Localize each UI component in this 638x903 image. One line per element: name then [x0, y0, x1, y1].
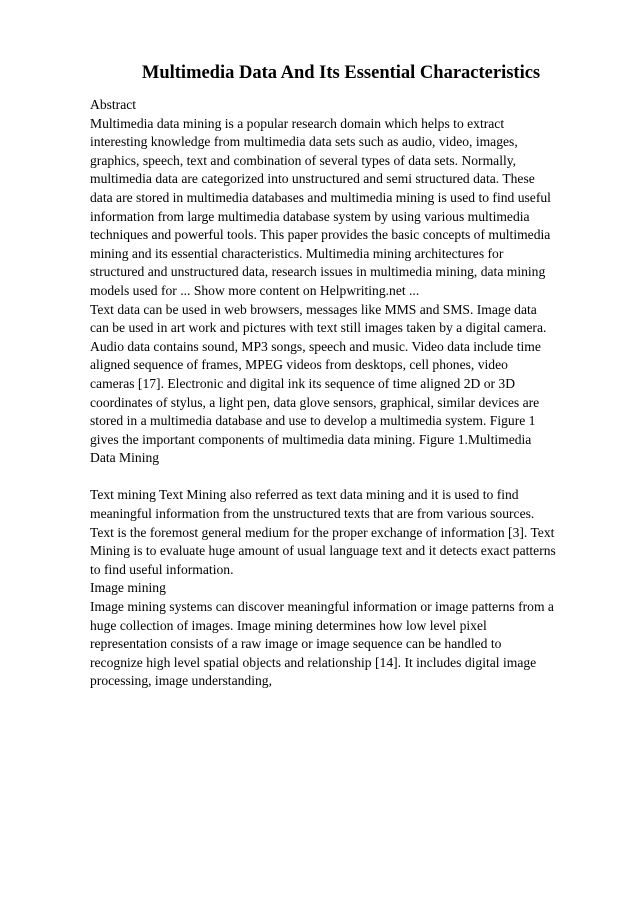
text-line: Text mining Text Mining also referred as text data mining and it is used to find [90, 487, 519, 503]
text-line: to find useful information. [90, 561, 234, 577]
text-line: Image mining [90, 580, 166, 596]
text-line: information from large multimedia database system by using various multimedia [90, 208, 530, 224]
text-line: processing, image understanding, [90, 673, 272, 689]
text-line: Multimedia data mining is a popular research domain which helps to extract [90, 115, 505, 131]
text-line: multimedia data are categorized into unstructured and semi structured data. These [90, 171, 535, 187]
text-line: aligned sequence of frames, MPEG videos from desktops, cell phones, video [90, 357, 508, 373]
document-body [90, 96, 600, 691]
text-line: mining and its essential characteristics. Multimedia mining architectures for [90, 245, 504, 261]
text-line: Mining is to evaluate huge amount of usual language text and it detects exact patterns [90, 543, 556, 559]
text-line: data are stored in multimedia databases and multimedia mining is used to find useful [90, 189, 551, 205]
text-line: structured and unstructured data, research issues in multimedia mining, data mining [90, 264, 546, 280]
document-page [90, 60, 600, 691]
text-line: meaningful information from the unstructured texts that are from various sources. [90, 506, 535, 522]
text-line: coordinates of stylus, a light pen, data glove sensors, graphical, similar devices are [90, 394, 540, 410]
text-line: can be used in art work and pictures with text still images taken by a digital camera. [90, 320, 547, 336]
text-line: gives the important components of multimedia data mining. Figure 1.Multimedia [90, 431, 532, 447]
text-line: techniques and powerful tools. This paper provides the basic concepts of multimedia [90, 227, 551, 243]
text-line: Abstract [90, 97, 137, 112]
text-line: huge collection of images. Image mining determines how low level pixel [90, 617, 487, 633]
text-line: models used for ... Show more content on Helpwriting.net ... [90, 282, 420, 298]
text-line: recognize high level spatial objects and relationship [14]. It includes digital image [90, 654, 537, 670]
blank-line [90, 468, 600, 487]
document-title: Multimedia Data And Its Essential Characteristics [141, 63, 541, 83]
text-line: graphics, speech, text and combination of several types of data sets. Normally, [90, 152, 517, 168]
text-line: Audio data contains sound, MP3 songs, speech and music. Video data include time [90, 338, 541, 354]
text-line: cameras [17]. Electronic and digital ink its sequence of time aligned 2D or 3D [90, 375, 516, 391]
text-line: representation consists of a raw image or image sequence can be handled to [90, 636, 502, 652]
text-line: interesting knowledge from multimedia data sets such as audio, video, images, [90, 134, 518, 150]
text-line: Data Mining [90, 450, 160, 466]
text-line: Text is the foremost general medium for the proper exchange of information [3]. Text [90, 524, 555, 540]
text-line: Image mining systems can discover meaningful information or image patterns from a [90, 599, 554, 615]
text-line: stored in a multimedia database and use to develop a multimedia system. Figure 1 [90, 413, 536, 429]
text-line: Text data can be used in web browsers, messages like MMS and SMS. Image data [90, 301, 537, 317]
